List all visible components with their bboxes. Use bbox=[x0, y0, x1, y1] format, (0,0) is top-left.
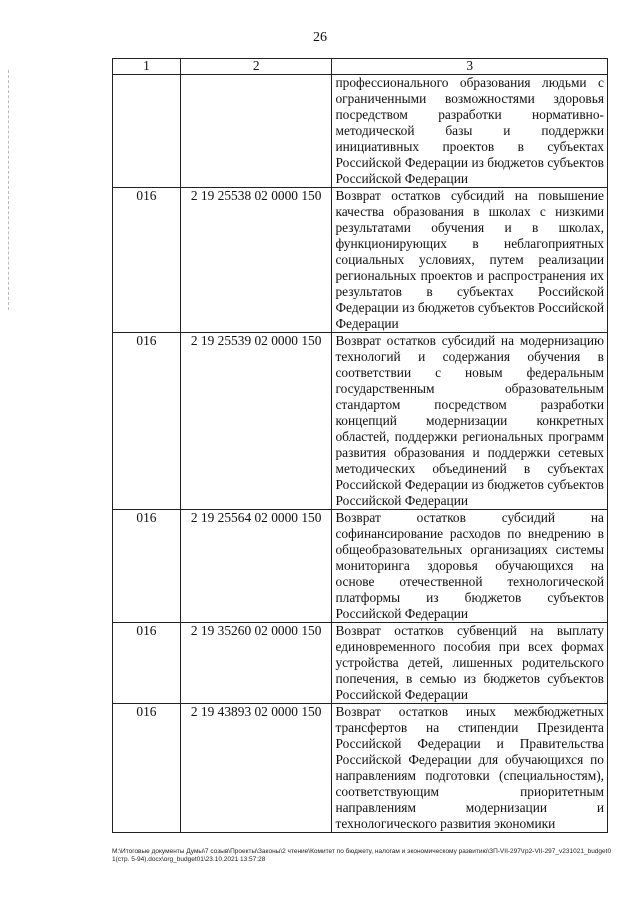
description-cell: профессионального образования людьми с ограниченными возможностями здоровья посредством разработки нормативно-методической базы и поддержки инициативных проектов в субъектах Российской Федерации из бюджетов субъектов Российской Федерации bbox=[332, 75, 608, 188]
budget-code-cell: 2 19 25564 02 0000 150 bbox=[180, 510, 332, 623]
budget-codes-table bbox=[112, 58, 608, 833]
column-header-3: 3 bbox=[332, 59, 608, 75]
table-row bbox=[113, 510, 608, 623]
budget-code-cell: 2 19 43893 02 0000 150 bbox=[180, 704, 332, 833]
description-cell: Возврат остатков субсидий на повышение качества образования в школах с низкими результатами обучения и в школах, функционирующих в неблагоприятных социальных условиях, путем реализации региональных проектов и распространения их результатов в субъектах Российской Федерации из бюджетов субъектов Российской Федерации bbox=[332, 188, 608, 333]
description-cell: Возврат остатков субсидий на модернизацию технологий и содержания обучения в соответствии с новым федеральным государственным образовательным стандартом посредством разработки концепций модернизации конкретных областей, поддержки региональных программ развития образования и поддержки сетевых методических объединений в субъектах Российской Федерации из бюджетов субъектов Российской Федерации bbox=[332, 333, 608, 510]
column-header-2: 2 bbox=[180, 59, 332, 75]
table-row bbox=[113, 333, 608, 510]
admin-code-cell: 016 bbox=[113, 188, 181, 333]
column-header-1: 1 bbox=[113, 59, 181, 75]
table-row bbox=[113, 704, 608, 833]
table-row bbox=[113, 623, 608, 704]
description-cell: Возврат остатков иных межбюджетных трансфертов на стипендии Президента Российской Федерации и Правительства Российской Федерации для обучающихся по направлениям подготовки (специальностям), соответствующим приоритетным направлениям модернизации и технологического развития экономики bbox=[332, 704, 608, 833]
scan-margin-line bbox=[8, 70, 9, 310]
description-cell: Возврат остатков субвенций на выплату единовременного пособия при всех формах устройства детей, лишенных родительского попечения, в семью из бюджетов субъектов Российской Федерации bbox=[332, 623, 608, 704]
document-path-footer: М:\Итоговые документы Думы\7 созыв\Проекты\Законы\2 чтение\Комитет по бюджету, налогам и экономическому развитию\ЗП-VII-297\гр2-VII-297_v231021_budget01(стр. 5-94).docx\org_budget01\23.10.2021 13:57:28 bbox=[112, 848, 612, 864]
page-number: 26 bbox=[313, 30, 327, 45]
budget-code-cell: 2 19 25538 02 0000 150 bbox=[180, 188, 332, 333]
admin-code-cell: 016 bbox=[113, 623, 181, 704]
budget-code-cell bbox=[180, 75, 332, 188]
table-row bbox=[113, 188, 608, 333]
admin-code-cell: 016 bbox=[113, 704, 181, 833]
budget-code-cell: 2 19 35260 02 0000 150 bbox=[180, 623, 332, 704]
admin-code-cell: 016 bbox=[113, 333, 181, 510]
admin-code-cell bbox=[113, 75, 181, 188]
budget-code-cell: 2 19 25539 02 0000 150 bbox=[180, 333, 332, 510]
description-cell: Возврат остатков субсидий на софинансирование расходов по внедрению в общеобразовательных организациях системы мониторинга здоровья обучающихся на основе отечественной технологической платформы из бюджетов субъектов Российской Федерации bbox=[332, 510, 608, 623]
admin-code-cell: 016 bbox=[113, 510, 181, 623]
table-row bbox=[113, 75, 608, 188]
table-header-row bbox=[113, 59, 608, 75]
